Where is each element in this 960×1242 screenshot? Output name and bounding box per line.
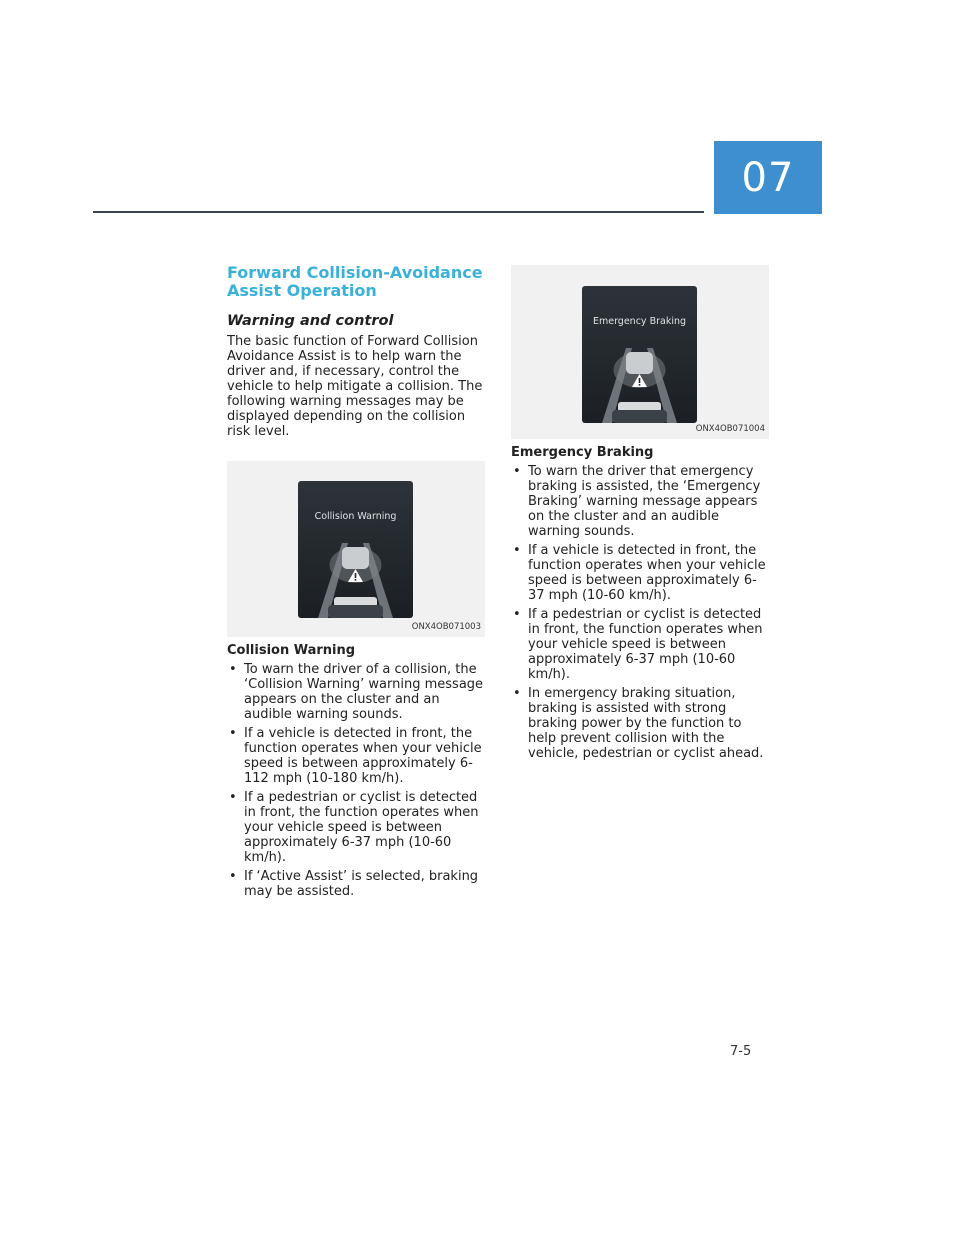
chapter-tab [714, 141, 822, 214]
bullet-list [511, 464, 773, 761]
list-item: • If ‘Active Assist’ is selected, braking may be assisted. [227, 869, 489, 899]
figure-code: ONX4OB071004 [695, 424, 765, 434]
list-item: • To warn the driver of a collision, the ‘Collision Warning’ warning message appears on the cluster and an audible warning sounds. [227, 662, 489, 722]
figure-caption: Collision Warning [227, 643, 356, 658]
figure-code: ONX4OB071003 [411, 622, 481, 632]
cluster-screen [298, 481, 413, 618]
cluster-screen [582, 286, 697, 423]
road-scene-icon [582, 286, 697, 423]
list-item: • If a pedestrian or cyclist is detected in front, the function operates when your vehicle speed is between approximately 6-37 mph (10-60 km/h). [511, 607, 773, 682]
sub-title: Warning and control [227, 313, 394, 329]
list-item: • If a vehicle is detected in front, the function operates when your vehicle speed is between approximately 6-37 mph (10-60 km/h). [511, 543, 773, 603]
list-item: • If a pedestrian or cyclist is detected in front, the function operates when your vehicle speed is between approximately 6-37 mph (10-60 km/h). [227, 790, 489, 865]
bullet-list [227, 662, 489, 899]
list-item: • If a vehicle is detected in front, the function operates when your vehicle speed is between approximately 6-112 mph (10-180 km/h). [227, 726, 489, 786]
list-item: • In emergency braking situation, braking is assisted with strong braking power by the function to help prevent collision with the vehicle, pedestrian or cyclist ahead. [511, 686, 773, 761]
header-rule [93, 211, 704, 213]
left-column [227, 264, 489, 903]
chapter-number: 07 [741, 154, 795, 201]
list-item: • To warn the driver that emergency braking is assisted, the ‘Emergency Braking’ warning message appears on the cluster and an audible warning sounds. [511, 464, 773, 539]
road-scene-icon [298, 481, 413, 618]
screen-message: Emergency Braking [592, 316, 687, 327]
page-number: 7-5 [730, 1044, 752, 1059]
right-column [511, 265, 773, 765]
intro-paragraph: The basic function of Forward Collision Avoidance Assist is to help warn the driver and, if necessary, control the vehicle to help mitigate a collision. The following warning messages may be displayed depending on the collision risk level. [227, 334, 483, 439]
screen-message: Collision Warning [314, 511, 397, 522]
emergency-braking-figure [511, 265, 769, 439]
collision-warning-figure [227, 461, 485, 637]
figure-caption: Emergency Braking [511, 445, 654, 460]
section-title: Forward Collision-Avoidance Assist Operation [227, 263, 483, 300]
